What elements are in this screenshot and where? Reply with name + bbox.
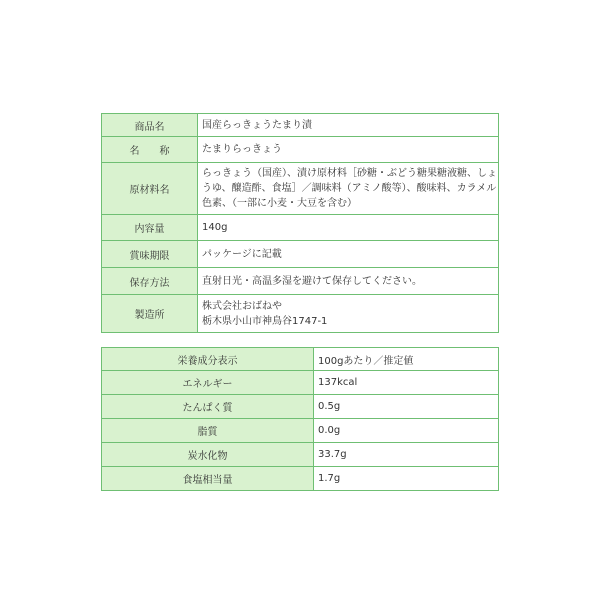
nutrition-value-protein: 0.5g bbox=[314, 395, 499, 419]
table-row bbox=[102, 268, 499, 295]
table-row bbox=[102, 467, 499, 491]
nutrition-header-value: 100gあたり／推定値 bbox=[314, 348, 499, 371]
nutrition-label-carbohydrate: 炭水化物 bbox=[102, 443, 314, 467]
manufacturer-address: 栃木県小山市神鳥谷1747-1 bbox=[202, 315, 328, 327]
table-row bbox=[102, 443, 499, 467]
nutrition-label-energy: エネルギー bbox=[102, 371, 314, 395]
row-label-contents: 内容量 bbox=[102, 215, 198, 241]
row-label-manufacturer: 製造所 bbox=[102, 295, 198, 333]
row-label-best-before: 賞味期限 bbox=[102, 241, 198, 268]
row-value-contents: 140g bbox=[198, 215, 499, 241]
table-row bbox=[102, 371, 499, 395]
row-value-storage: 直射日光・高温多湿を避けて保存してください。 bbox=[198, 268, 499, 295]
row-value-ingredients: らっきょう（国産）、漬け原材料［砂糖・ぶどう糖果糖液糖、しょうゆ、醸造酢、食塩］／調味料（アミノ酸等）、酸味料、カラメル色素、（一部に小麦・大豆を含む） bbox=[198, 163, 499, 215]
row-label-ingredients: 原材料名 bbox=[102, 163, 198, 215]
nutrition-header-label: 栄養成分表示 bbox=[102, 348, 314, 371]
table-row bbox=[102, 241, 499, 268]
nutrition-value-energy: 137kcal bbox=[314, 371, 499, 395]
table-row bbox=[102, 114, 499, 137]
row-value-name: たまりらっきょう bbox=[198, 137, 499, 163]
table-row bbox=[102, 348, 499, 371]
nutrition-label-protein: たんぱく質 bbox=[102, 395, 314, 419]
table-row bbox=[102, 395, 499, 419]
table-row bbox=[102, 163, 499, 215]
table-row bbox=[102, 295, 499, 333]
row-value-manufacturer bbox=[198, 295, 499, 333]
product-info-table bbox=[101, 113, 499, 333]
row-label-product-name: 商品名 bbox=[102, 114, 198, 137]
table-row bbox=[102, 215, 499, 241]
table-row bbox=[102, 419, 499, 443]
table-row bbox=[102, 137, 499, 163]
row-label-name: 名 称 bbox=[102, 137, 198, 163]
nutrition-value-carbohydrate: 33.7g bbox=[314, 443, 499, 467]
row-value-best-before: パッケージに記載 bbox=[198, 241, 499, 268]
manufacturer-company: 株式会社おばねや bbox=[202, 300, 282, 312]
row-label-storage: 保存方法 bbox=[102, 268, 198, 295]
nutrition-label-salt: 食塩相当量 bbox=[102, 467, 314, 491]
nutrition-label-fat: 脂質 bbox=[102, 419, 314, 443]
row-value-product-name: 国産らっきょうたまり漬 bbox=[198, 114, 499, 137]
nutrition-facts-table bbox=[101, 347, 499, 491]
nutrition-value-salt: 1.7g bbox=[314, 467, 499, 491]
nutrition-value-fat: 0.0g bbox=[314, 419, 499, 443]
